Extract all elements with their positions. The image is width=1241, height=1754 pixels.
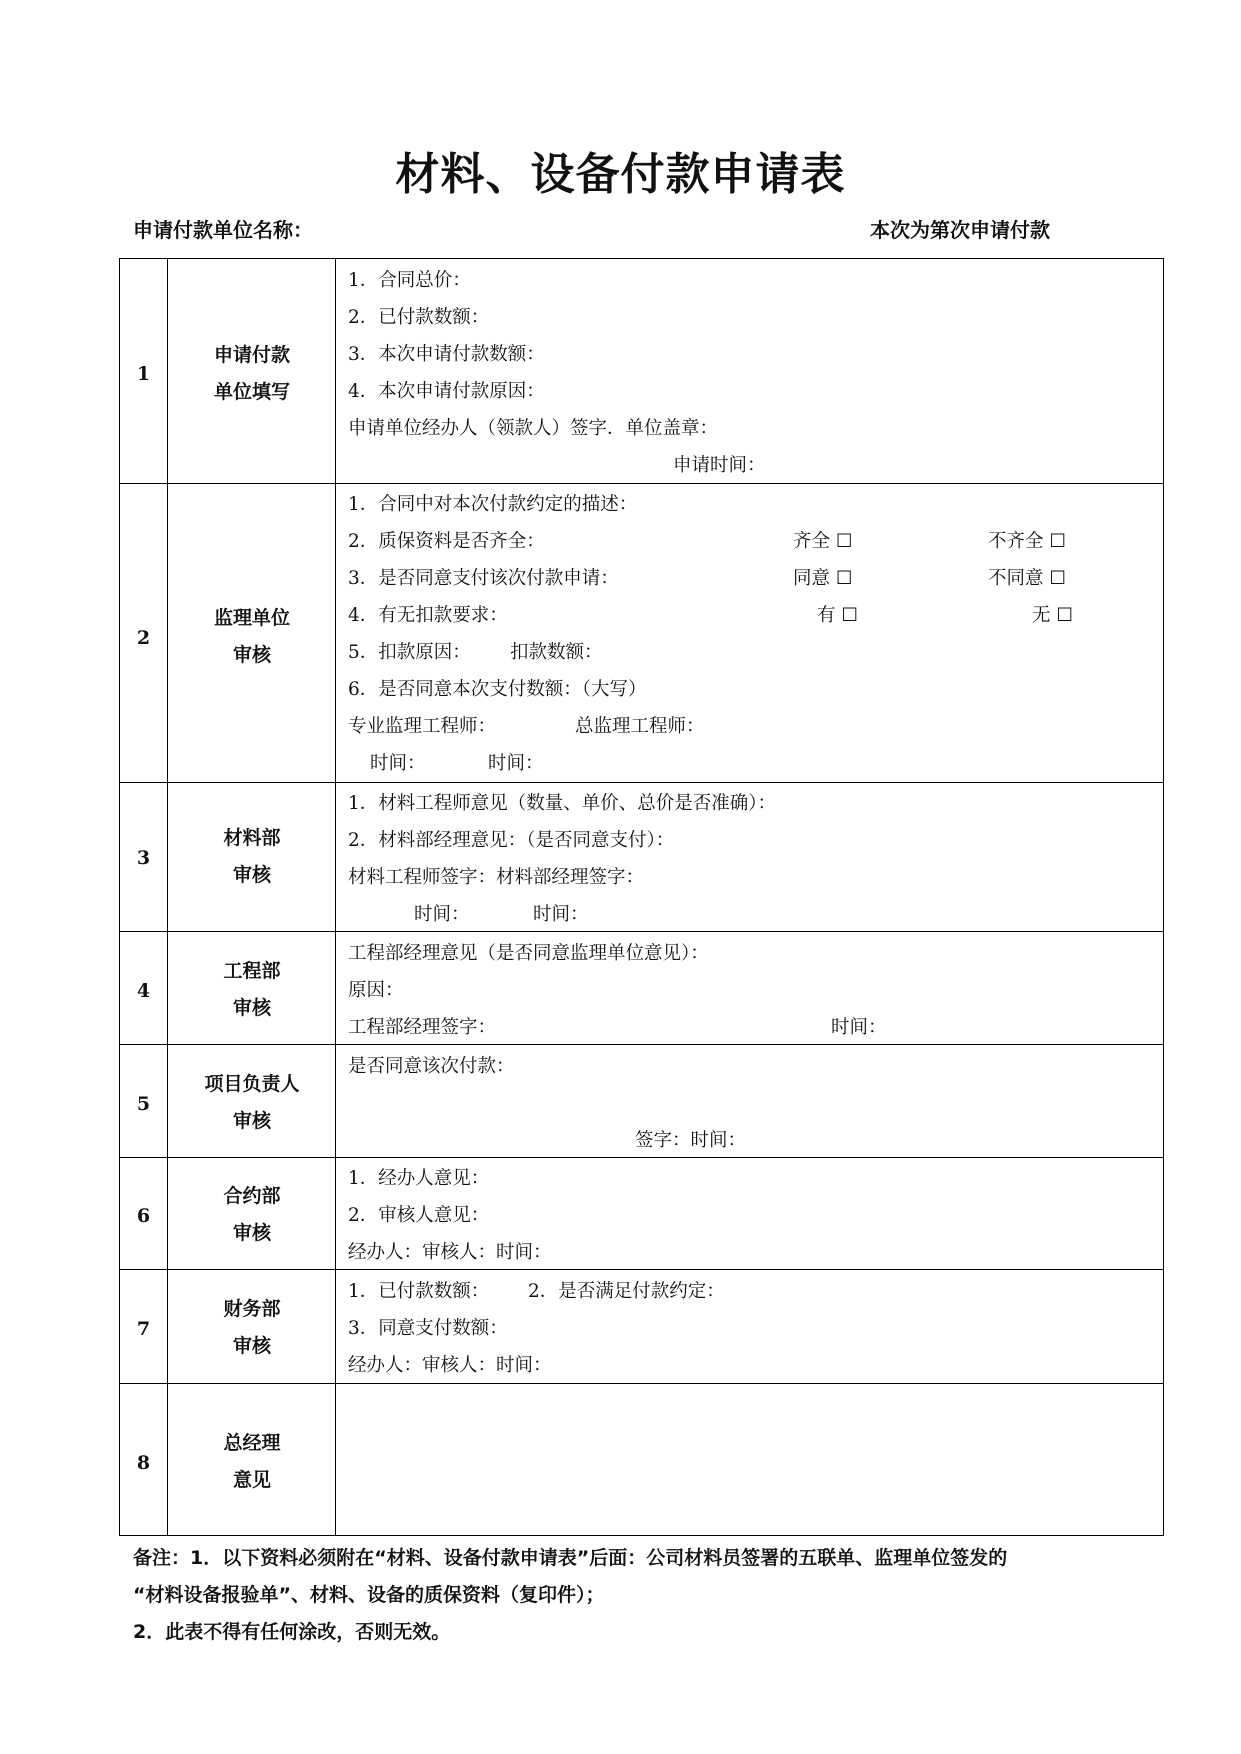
notes-line: 2．此表不得有任何涂改，否则无效。 (133, 1621, 451, 1643)
application-count-label: 本次为第次申请付款 (870, 218, 1050, 242)
row-divider (120, 1383, 1163, 1384)
form-line: 2．是否满足付款约定： (528, 1281, 725, 1302)
form-line: 扣款数额： (510, 642, 603, 663)
dept-label: 财务部 审核 (223, 1298, 281, 1357)
row-divider (120, 782, 1163, 783)
form-line: 2．审核人意见： (348, 1205, 490, 1226)
form-line: 3．是否同意支付该次付款申请： (348, 568, 619, 589)
dept-label: 合约部 审核 (223, 1185, 281, 1244)
notes-line: 备注：1．以下资料必须附在“材料、设备付款申请表”后面：公司材料员签署的五联单、监理单位签发的 (133, 1547, 1008, 1569)
row-number: 5 (136, 1093, 151, 1115)
dept-label: 总经理 意见 (223, 1432, 281, 1491)
applicant-unit-label: 申请付款单位名称： (133, 218, 313, 242)
checkbox-option[interactable]: 不同意 ☐ (988, 568, 1066, 589)
notes-line: “材料设备报验单”、材料、设备的质保资料（复印件）； (133, 1584, 605, 1606)
form-line: 申请单位经办人（领款人）签字．单位盖章： (348, 418, 719, 439)
form-line: 4．有无扣款要求： (348, 605, 508, 626)
form-line: 申请时间： (673, 455, 766, 476)
form-line: 3．本次申请付款数额： (348, 344, 545, 365)
row-divider (120, 1044, 1163, 1045)
form-line: 1．合同总价： (348, 270, 471, 291)
row-number: 3 (136, 847, 151, 869)
form-line: 4．本次申请付款原因： (348, 381, 545, 402)
checkbox-option[interactable]: 不齐全 ☐ (988, 531, 1066, 552)
form-line: 材料工程师签字：材料部经理签字： (348, 867, 645, 888)
row-divider (120, 483, 1163, 484)
form-line: 工程部经理意见（是否同意监理单位意见）： (348, 943, 709, 964)
form-line: 时间： (488, 753, 544, 774)
row-number: 2 (136, 627, 151, 649)
row-number: 7 (136, 1318, 151, 1340)
form-line: 时间： (370, 753, 426, 774)
form-line: 经办人：审核人：时间： (348, 1242, 552, 1263)
row-number: 4 (136, 980, 151, 1002)
dept-label: 项目负责人 审核 (204, 1073, 300, 1132)
form-line: 工程部经理签字： (348, 1017, 497, 1038)
row-number: 1 (136, 363, 151, 385)
form-line: 2．质保资料是否齐全： (348, 531, 545, 552)
dept-label: 材料部 审核 (223, 827, 281, 886)
form-line: 时间： (831, 1017, 887, 1038)
form-line: 1．经办人意见： (348, 1168, 490, 1189)
dept-label: 申请付款 单位填写 (213, 344, 290, 403)
form-line: 经办人：审核人：时间： (348, 1355, 552, 1376)
form-line: 2．已付款数额： (348, 307, 490, 328)
form-line: 2．材料部经理意见：（是否同意支付）： (348, 830, 675, 851)
page-title: 材料、设备付款申请表 (395, 149, 846, 200)
form-line: 是否同意该次付款： (348, 1056, 515, 1077)
form-line: 签字：时间： (635, 1130, 747, 1151)
checkbox-option[interactable]: 同意 ☐ (793, 568, 853, 589)
form-line: 原因： (348, 980, 404, 1001)
form-line: 专业监理工程师： (348, 716, 497, 737)
form-line: 1．材料工程师意见（数量、单价、总价是否准确）： (348, 793, 777, 814)
row-divider (120, 931, 1163, 932)
form-line: 5．扣款原因： (348, 642, 471, 663)
form-line: 1．合同中对本次付款约定的描述： (348, 494, 638, 515)
dept-label: 工程部 审核 (223, 960, 281, 1019)
form-line: 1．已付款数额： (348, 1281, 490, 1302)
form-line: 时间： (533, 904, 589, 925)
row-number: 6 (136, 1205, 151, 1227)
dept-label: 监理单位 审核 (213, 607, 290, 666)
application-form-table (119, 258, 1164, 1536)
checkbox-option[interactable]: 齐全 ☐ (793, 531, 853, 552)
form-line: 3．同意支付数额： (348, 1318, 508, 1339)
form-line: 6．是否同意本次支付数额：（大写） (348, 679, 647, 700)
row-divider (120, 1269, 1163, 1270)
row-divider (120, 1157, 1163, 1158)
checkbox-option[interactable]: 有 ☐ (817, 605, 858, 626)
row-number: 8 (136, 1452, 151, 1474)
checkbox-option[interactable]: 无 ☐ (1032, 605, 1073, 626)
form-line: 时间： (414, 904, 470, 925)
form-line: 总监理工程师： (575, 716, 705, 737)
